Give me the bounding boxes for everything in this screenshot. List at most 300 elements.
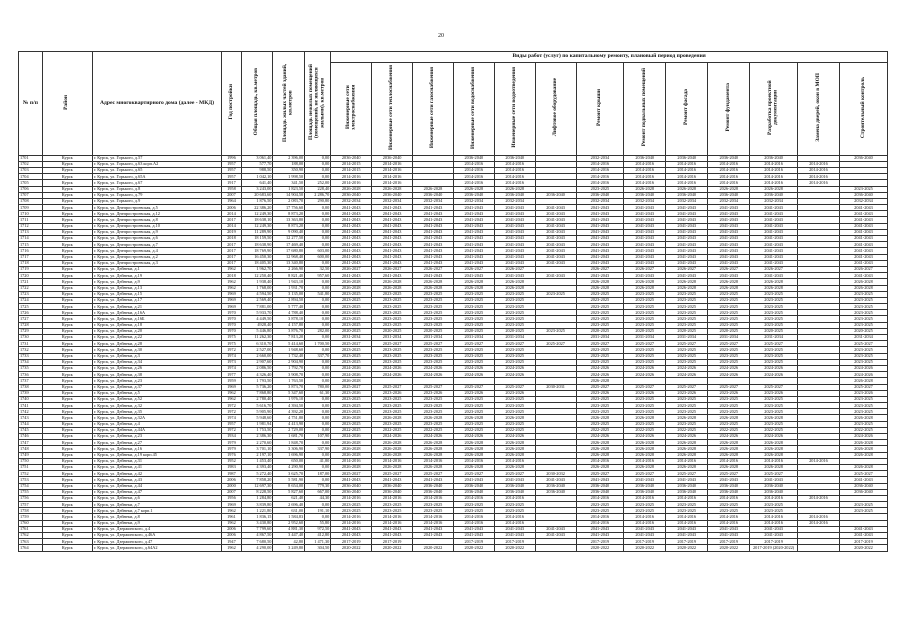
work-period-cell: 2014-2016 [624,520,666,526]
work-period-cell: 2023-2025 [624,502,666,508]
work-period-cell: 2036-2040 [576,489,624,495]
district-cell: Курск [42,415,92,421]
living-area-cell: 1 931,70 [273,285,305,291]
work-period-cell: 2014-2016 [331,514,372,520]
living-area-cell: 4 788,40 [273,310,305,316]
work-period-cell: 2026-2028 [839,452,887,458]
work-period-cell: 2026-2028 [494,415,535,421]
total-area-cell: 8 228,50 [241,489,273,495]
header-work-type-text: Лифтовое оборудование [551,78,558,137]
year-built-cell: 1962 [222,279,241,285]
year-built-cell: 1952 [222,458,241,464]
work-period-cell: 2041-2043 [535,217,576,223]
work-period-cell: 2041-2043 [708,254,750,260]
work-period-cell: 2023-2025 [453,353,494,359]
total-area-cell: 3 061,40 [241,155,273,161]
work-period-cell: 2026-2028 [839,464,887,470]
work-period-cell: 2024-2026 [372,372,413,378]
work-period-cell: 2023-2025 [624,396,666,402]
work-period-cell: 2036-2040 [331,483,372,489]
work-period-cell: 2022-2025 [576,427,624,433]
total-area-cell: 7 799,60 [241,526,273,532]
nonliving-area-cell: 0,00 [305,260,331,266]
address-cell: г. Курск, ул. Дейнеки, д.9 [92,279,221,285]
address-cell: г. Курск, ул. Дейнеки, д.44А [92,427,221,433]
work-period-cell: 2026-2028 [666,186,708,192]
work-period-cell: 2041-2043 [372,526,413,532]
work-period-cell: 2036-2040 [372,192,413,198]
work-period-cell: 2026-2028 [413,452,454,458]
row-number-cell: 1713 [19,229,43,235]
nonliving-area-cell: 0,00 [305,155,331,161]
work-period-cell: 2041-2043 [453,211,494,217]
work-period-cell: 2020-2022 [413,545,454,551]
work-period-cell: 2014-2016 [750,180,798,186]
work-period-cell: 2023-2025 [750,353,798,359]
work-period-cell: 2014-2016 [576,180,624,186]
address-cell: г. Курск, ул. Дейнеки, д.1 [92,266,221,272]
work-period-cell: 2041-2043 [494,526,535,532]
work-period-cell: 2023-2025 [839,508,887,514]
work-period-cell: 2036-2040 [708,489,750,495]
address-cell: г. Курск, ул. Дейнеки, д.42 [92,471,221,477]
work-period-cell: 2020-2025 [624,328,666,334]
work-period-cell: 2036-2040 [750,489,798,495]
address-cell: г. Курск, ул. Дейнеки, д.37 [92,384,221,390]
living-area-cell: 8 873,20 [273,223,305,229]
work-period-cell: 2026-2028 [372,440,413,446]
work-period-cell: 2026-2027 [494,266,535,272]
header-work-type [708,63,750,156]
address-cell: г. Курск, ул. Дейнеки, д.20 [92,328,221,334]
nonliving-area-cell: 0,00 [305,229,331,235]
work-period-cell: 2041-2043 [839,223,887,229]
work-period-cell: 2023-2025 [494,310,535,316]
work-period-cell: 2036-2040 [624,489,666,495]
district-cell: Курск [42,446,92,452]
work-period-cell: 2026-2028 [453,440,494,446]
district-cell: Курск [42,508,92,514]
work-period-cell: 2026-2028 [666,452,708,458]
total-area-cell: 5 272,40 [241,471,273,477]
living-area-cell: 1 696,90 [273,452,305,458]
work-period-cell: 2014-2016 [372,167,413,173]
address-cell: г. Курск, ул. Дейнеки, д.38 [92,372,221,378]
header-year [222,52,241,156]
year-built-cell: 1979 [222,446,241,452]
work-period-cell: 2041-2043 [494,217,535,223]
nonliving-area-cell: 412,80 [305,533,331,539]
district-cell: Курск [42,539,92,545]
work-period-cell: 2041-2043 [331,248,372,254]
work-period-cell: 2041-2043 [331,205,372,211]
work-period-cell: 2026-2028 [372,415,413,421]
work-period-cell: 2023-2025 [576,186,624,192]
work-period-cell: 2014-2016 [413,514,454,520]
work-period-cell: 2023-2025 [413,291,454,297]
work-period-cell: 2023-2025 [576,347,624,353]
work-period-cell: 2041-2043 [624,477,666,483]
work-period-cell: 2026-2028 [576,279,624,285]
work-period-cell: 2032-2034 [413,198,454,204]
work-period-cell: 2023-2025 [750,403,798,409]
row-number-cell: 1762 [19,533,43,539]
work-period-cell: 2025-2027 [666,341,708,347]
living-area-cell: 3 876,70 [273,328,305,334]
nonliving-area-cell: 0,00 [305,359,331,365]
row-number-cell: 1752 [19,471,43,477]
work-period-cell: 2014-2016 [708,520,750,526]
nonliving-area-cell: 0,00 [305,427,331,433]
work-period-cell: 2023-2025 [624,353,666,359]
row-number-cell: 1710 [19,211,43,217]
work-period-cell: 2036-2040 [750,192,798,198]
work-period-cell: 2023-2025 [576,403,624,409]
work-period-cell: 2014-2016 [624,495,666,501]
work-period-cell: 2023-2025 [576,421,624,427]
total-area-cell: 1 768,00 [241,285,273,291]
work-period-cell: 2023-2025 [839,502,887,508]
work-period-cell: 2023-2025 [576,359,624,365]
total-area-cell: 18 638,90 [241,242,273,248]
work-period-cell: 2041-2043 [494,229,535,235]
work-period-cell: 2014-2016 [413,520,454,526]
work-period-cell: 2020-2022 [576,545,624,551]
header-work-type [797,63,839,156]
year-built-cell: 2017 [222,217,241,223]
address-cell: г. Курск, ул. Горького, д.9 [92,198,221,204]
total-area-cell: 2 527,00 [241,347,273,353]
work-period-cell: 2041-2043 [535,223,576,229]
year-built-cell: 1973 [222,359,241,365]
row-number-cell: 1743 [19,415,43,421]
work-period-cell: 2041-2043 [331,242,372,248]
living-area-cell: 3 878,10 [273,316,305,322]
work-period-cell: 2023-2025 [372,310,413,316]
work-period-cell: 2023-2025 [331,421,372,427]
nonliving-area-cell: 337,70 [305,353,331,359]
work-period-cell: 2014-2016 [331,174,372,180]
work-period-cell: 2031-2034 [372,335,413,341]
work-period-cell: 2026-2028 [839,415,887,421]
work-period-cell: 2041-2043 [372,477,413,483]
nonliving-area-cell: 304,50 [305,545,331,551]
work-period-cell: 2023-2025 [494,502,535,508]
work-period-cell: 2026-2028 [372,464,413,470]
work-period-cell [797,545,839,551]
work-period-cell: 2023-2025 [708,310,750,316]
work-period-cell: 2032-2034 [576,155,624,161]
work-period-cell: 2025-2027 [666,471,708,477]
work-period-cell: 2041-2043 [413,477,454,483]
header-work-type-text: Разработка проектной документации [766,80,779,135]
year-built-cell: 2017 [222,248,241,254]
work-period-cell: 2017-2019 [750,539,798,545]
district-cell: Курск [42,477,92,483]
district-cell: Курск [42,353,92,359]
work-period-cell: 2023-2025 [624,347,666,353]
row-number-cell: 1721 [19,279,43,285]
living-area-cell: 5 777,40 [273,304,305,310]
total-area-cell: 12 250,40 [241,273,273,279]
work-period-cell: 2024-2026 [331,434,372,440]
nonliving-area-cell: 0,00 [305,236,331,242]
work-period-cell: 2041-2043 [708,526,750,532]
nonliving-area-cell: 779,30 [305,483,331,489]
nonliving-area-cell: 0,00 [305,452,331,458]
work-period-cell: 2023-2025 [624,508,666,514]
address-cell: г. Курск, ул. Дейнеки, д.18 [92,322,221,328]
work-period-cell: 2025-2027 [535,341,576,347]
district-cell: Курск [42,260,92,266]
work-period-cell: 2023-2025 [413,353,454,359]
work-period-cell: 2014-2016 [797,495,839,501]
work-period-cell: 2020-2022 [494,545,535,551]
nonliving-area-cell: 32,50 [305,266,331,272]
total-area-cell: 1 284,80 [241,495,273,501]
work-period-cell: 2020-2022 [624,545,666,551]
work-period-cell: 2036-2040 [453,483,494,489]
year-built-cell: 1975 [222,335,241,341]
work-period-cell: 2026-2028 [750,446,798,452]
total-area-cell: 3 430,80 [241,520,273,526]
row-number-cell: 1742 [19,409,43,415]
district-cell: Курск [42,384,92,390]
work-period-cell: 2041-2043 [750,229,798,235]
total-area-cell: 4928,40 [241,322,273,328]
year-built-cell: 2018 [222,273,241,279]
work-period-cell: 2026-2028 [413,464,454,470]
year-built-cell: 2007 [222,489,241,495]
living-area-cell: 650,00 [273,458,305,464]
row-number-cell: 1722 [19,285,43,291]
work-period-cell: 2023-2025 [453,297,494,303]
work-period-cell: 2014-2016 [372,161,413,167]
nonliving-area-cell: 252,00 [305,180,331,186]
year-built-cell: 1996 [222,155,241,161]
address-cell: г. Курск, ул. Дейнеки, д.4 [92,421,221,427]
nonliving-area-cell: 0,00 [305,310,331,316]
total-area-cell: 2 270,60 [241,440,273,446]
work-period-cell: 2041-2043 [576,223,624,229]
address-cell: г. Курск, ул. Дзержинского, д.64А2 [92,545,221,551]
work-period-cell: 2041-2043 [624,248,666,254]
header-work-type-text: Инженерные сети электроснабжения [344,84,357,131]
work-period-cell: 2041-2043 [750,254,798,260]
total-area-cell: 22 386,20 [241,205,273,211]
address-cell: г. Курск, ул. Дейнеки, д.32А [92,415,221,421]
work-period-cell: 2041-2043 [535,260,576,266]
district-cell: Курск [42,545,92,551]
work-period-cell: 2041-2043 [666,205,708,211]
district-cell: Курск [42,378,92,384]
total-area-cell: 3 839,80 [241,502,273,508]
row-number-cell: 1720 [19,273,43,279]
work-period-cell: 2026-2028 [331,279,372,285]
nonliving-area-cell: 41,80 [305,458,331,464]
work-period-cell: 2023-2025 [666,508,708,514]
work-period-cell: 2031-2034 [839,335,887,341]
living-area-cell: 1 681,70 [273,434,305,440]
header-num: № п/п [19,52,43,156]
total-area-cell: 2 197,10 [241,452,273,458]
work-period-cell: 2026-2028 [708,446,750,452]
work-period-cell: 2031-2034 [576,335,624,341]
living-area-cell: 3 135,00 [273,291,305,297]
total-area-cell: 1 836,15 [241,514,273,520]
work-period-cell: 2041-2043 [666,477,708,483]
living-area-cell: 4 751,80 [273,415,305,421]
work-period-cell: 2031-2034 [331,335,372,341]
total-area-cell: 4 326,40 [241,372,273,378]
work-period-cell: 2026-2028 [576,378,624,384]
header-nonliving-area-text: Площадь нежилых помещений (помещений, не являющихся жилыми), кв.метров [308,64,326,140]
work-period-cell: 2023-2025 [453,359,494,365]
work-period-cell: 2041-2043 [413,205,454,211]
year-built-cell: 2018 [222,236,241,242]
work-period-cell: 2026-2028 [708,440,750,446]
address-cell: г. Курск, ул. Дейнеки, д.32 [92,403,221,409]
work-period-cell: 2026-2028 [494,464,535,470]
work-period-cell: 2023-2025 [666,347,708,353]
work-period-cell: 2017-2019 [576,539,624,545]
district-cell: Курск [42,254,92,260]
row-number-cell: 1709 [19,205,43,211]
living-area-cell: 631,00 [273,508,305,514]
year-built-cell: 1969 [222,304,241,310]
work-period-cell: 2023-2026 [839,390,887,396]
work-period-cell: 2024-2026 [839,372,887,378]
work-period-cell: 2023-2025 [413,310,454,316]
year-built-cell: 1962 [222,390,241,396]
work-period-cell: 2024-2026 [708,434,750,440]
work-period-cell: 2041-2043 [708,273,750,279]
district-cell: Курск [42,328,92,334]
work-period-cell: 2041-2043 [839,526,887,532]
address-cell: г. Курск, ул. Дейнеки, д.52 [92,396,221,402]
work-period-cell: 2026-2028 [750,186,798,192]
work-period-cell: 2036-2040 [413,192,454,198]
header-district-text: Район [63,94,70,110]
work-period-cell: 2023-2025 [331,353,372,359]
work-period-cell: 2024-2026 [494,434,535,440]
row-number-cell: 1727 [19,316,43,322]
work-period-cell: 2023-2025 [624,310,666,316]
work-period-cell: 2036-2040 [535,192,576,198]
work-period-cell: 2023-2025 [839,347,887,353]
work-period-cell: 2023-2025 [839,297,887,303]
year-built-cell: 1957 [222,161,241,167]
year-built-cell: 1961 [222,514,241,520]
row-number-cell: 1724 [19,297,43,303]
work-period-cell: 2025-2027 [750,471,798,477]
district-cell: Курск [42,421,92,427]
row-number-cell: 1756 [19,495,43,501]
work-period-cell: 2014-2016 [413,495,454,501]
header-work-type-text: Инженерные сети теплоснабжения [388,64,395,150]
work-period-cell: 2026-2027 [624,266,666,272]
work-period-cell: 2014-2016 [750,514,798,520]
work-period-cell: 2023-2025 [666,304,708,310]
row-number-cell: 1757 [19,502,43,508]
living-area-cell: 9 090,40 [273,229,305,235]
work-period-cell: 2023-2025 [494,508,535,514]
work-period-cell: 2024-2026 [624,365,666,371]
work-period-cell: 2041-2043 [708,477,750,483]
work-period-cell: 2023-2025 [413,322,454,328]
work-period-cell: 2023-2025 [708,304,750,310]
living-area-cell: 4 290,90 [273,464,305,470]
work-period-cell: 2023-2025 [331,396,372,402]
work-period-cell: 2041-2043 [331,526,372,532]
work-period-cell: 2041-2043 [576,254,624,260]
work-period-cell: 2025-2027 [494,384,535,390]
living-area-cell: 3 625,70 [273,471,305,477]
work-period-cell: 2041-2043 [372,242,413,248]
work-period-cell: 2031-2034 [624,335,666,341]
work-period-cell: 2023-2025 [413,409,454,415]
work-period-cell: 2014-2016 [372,458,413,464]
living-area-cell: 17 680,80 [273,248,305,254]
living-area-cell: 1 948,60 [273,347,305,353]
district-cell: Курск [42,526,92,532]
work-period-cell: 2014-2016 [453,161,494,167]
year-built-cell: 1979 [222,440,241,446]
work-period-cell: 2023-2025 [750,304,798,310]
work-period-cell: 2026-2028 [750,440,798,446]
work-period-cell: 2014-2016 [576,161,624,167]
work-period-cell: 2014-2016 [331,458,372,464]
work-period-cell: 2031-2034 [666,335,708,341]
district-cell: Курск [42,390,92,396]
work-period-cell: 2014-2016 [576,514,624,520]
work-period-cell: 2041-2043 [624,223,666,229]
nonliving-area-cell: 228,40 [305,186,331,192]
year-built-cell: 2007 [222,192,241,198]
nonliving-area-cell: 337,90 [305,446,331,452]
total-area-cell: 4 867,50 [241,533,273,539]
living-area-cell: 1 792,70 [273,365,305,371]
work-period-cell: 2032-2034 [372,198,413,204]
work-period-cell: 2014-2016 [494,174,535,180]
work-period-cell: 2032-2034 [453,198,494,204]
work-period-cell: 2041-2043 [413,533,454,539]
year-built-cell: 1972 [222,403,241,409]
work-period-cell: 2026-2027 [666,266,708,272]
district-cell: Курск [42,464,92,470]
work-period-cell: 2026-2028 [413,186,454,192]
year-built-cell: 1934 [222,434,241,440]
total-area-cell: 988,50 [241,167,273,173]
work-period-cell: 2014-2016 [624,167,666,173]
row-number-cell: 1763 [19,539,43,545]
year-built-cell: 1957 [222,421,241,427]
work-period-cell: 2036-2040 [413,489,454,495]
work-period-cell: 2023-2025 [331,297,372,303]
work-period-cell: 2020-2022 [839,545,887,551]
work-period-cell: 2022-2025 [453,427,494,433]
work-period-cell: 2023-2025 [708,353,750,359]
year-built-cell: 1962 [222,545,241,551]
work-period-cell: 2041-2043 [750,223,798,229]
living-area-cell: 8 873,20 [273,211,305,217]
work-period-cell: 2014-2016 [331,495,372,501]
work-period-cell: 2041-2043 [708,236,750,242]
work-period-cell: 2041-2043 [453,254,494,260]
work-period-cell: 2023-2025 [708,396,750,402]
district-cell: Курск [42,205,92,211]
work-period-cell: 2041-2043 [494,260,535,266]
